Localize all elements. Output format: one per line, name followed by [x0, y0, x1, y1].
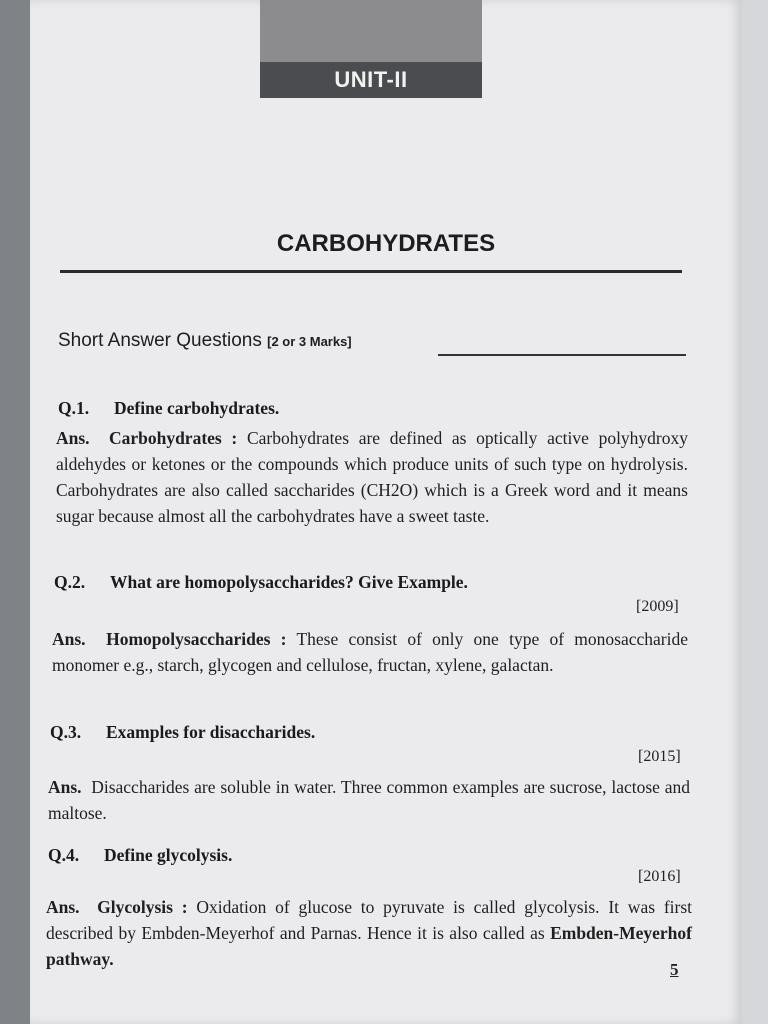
answer-keyword: Glycolysis : [97, 897, 188, 917]
answer-label: Ans. [48, 777, 82, 797]
year-tag: [2015] [638, 748, 681, 765]
answer-3 [48, 774, 690, 826]
answer-label: Ans. [52, 629, 86, 649]
answer-text: Oxidation of glucose to pyruvate is called glycolysis. It was first described by Embden-Meyerhof and Parnas. Hence it is also called as [46, 897, 693, 943]
question-number: Q.1. [58, 398, 90, 418]
page-edge [742, 0, 768, 1024]
answer-4 [46, 894, 692, 972]
question-number: Q.2. [54, 572, 86, 592]
book-spine-shadow [0, 0, 30, 1024]
question-2 [54, 572, 468, 593]
unit-label: UNIT-II [260, 62, 482, 98]
question-number: Q.3. [50, 722, 82, 742]
question-3 [50, 722, 315, 743]
year-tag: [2016] [638, 868, 681, 885]
answer-text: These consist of only one type of monosaccharide monomer e.g., starch, glycogen and cellulose, fructan, xylene, galactan. [52, 629, 689, 675]
unit-banner-top [260, 0, 482, 62]
answer-text: Disaccharides are soluble in water. Three common examples are sucrose, lactose and maltose. [48, 777, 690, 823]
question-4 [48, 845, 232, 866]
question-1 [58, 398, 279, 419]
section-title: Short Answer Questions [58, 330, 262, 351]
year-tag: [2009] [636, 598, 679, 615]
section-heading [58, 330, 688, 352]
question-text: Define glycolysis. [104, 845, 233, 865]
answer-keyword: Homopolysaccharides : [106, 629, 287, 649]
answer-keyword: Carbohydrates : [108, 428, 238, 448]
question-text: What are homopolysaccharides? Give Example. [110, 572, 468, 592]
book-page [30, 0, 742, 1024]
section-underline [438, 354, 686, 356]
title-divider [60, 270, 682, 273]
answer-text: Carbohydrates are defined as optically active polyhydroxy aldehydes or ketones or the compounds which produce units of such type on hydrolysis. Carbohydrates are also called saccharides (CH2O) which is a Greek word and it means sugar because almost all the carbohydrates have a sweet taste. [56, 428, 689, 526]
answer-label: Ans. [56, 428, 90, 448]
chapter-title: CARBOHYDRATES [276, 230, 496, 257]
answer-1 [56, 425, 688, 529]
question-text: Define carbohydrates. [114, 398, 280, 418]
question-text: Examples for disaccharides. [106, 722, 316, 742]
answer-label: Ans. [46, 897, 80, 917]
answer-emphasis: Embden-Meyerhof pathway. [46, 923, 692, 969]
answer-2 [52, 626, 688, 678]
question-number: Q.4. [48, 845, 80, 865]
section-marks: [2 or 3 Marks] [267, 334, 352, 349]
page-number: 5 [670, 960, 679, 979]
